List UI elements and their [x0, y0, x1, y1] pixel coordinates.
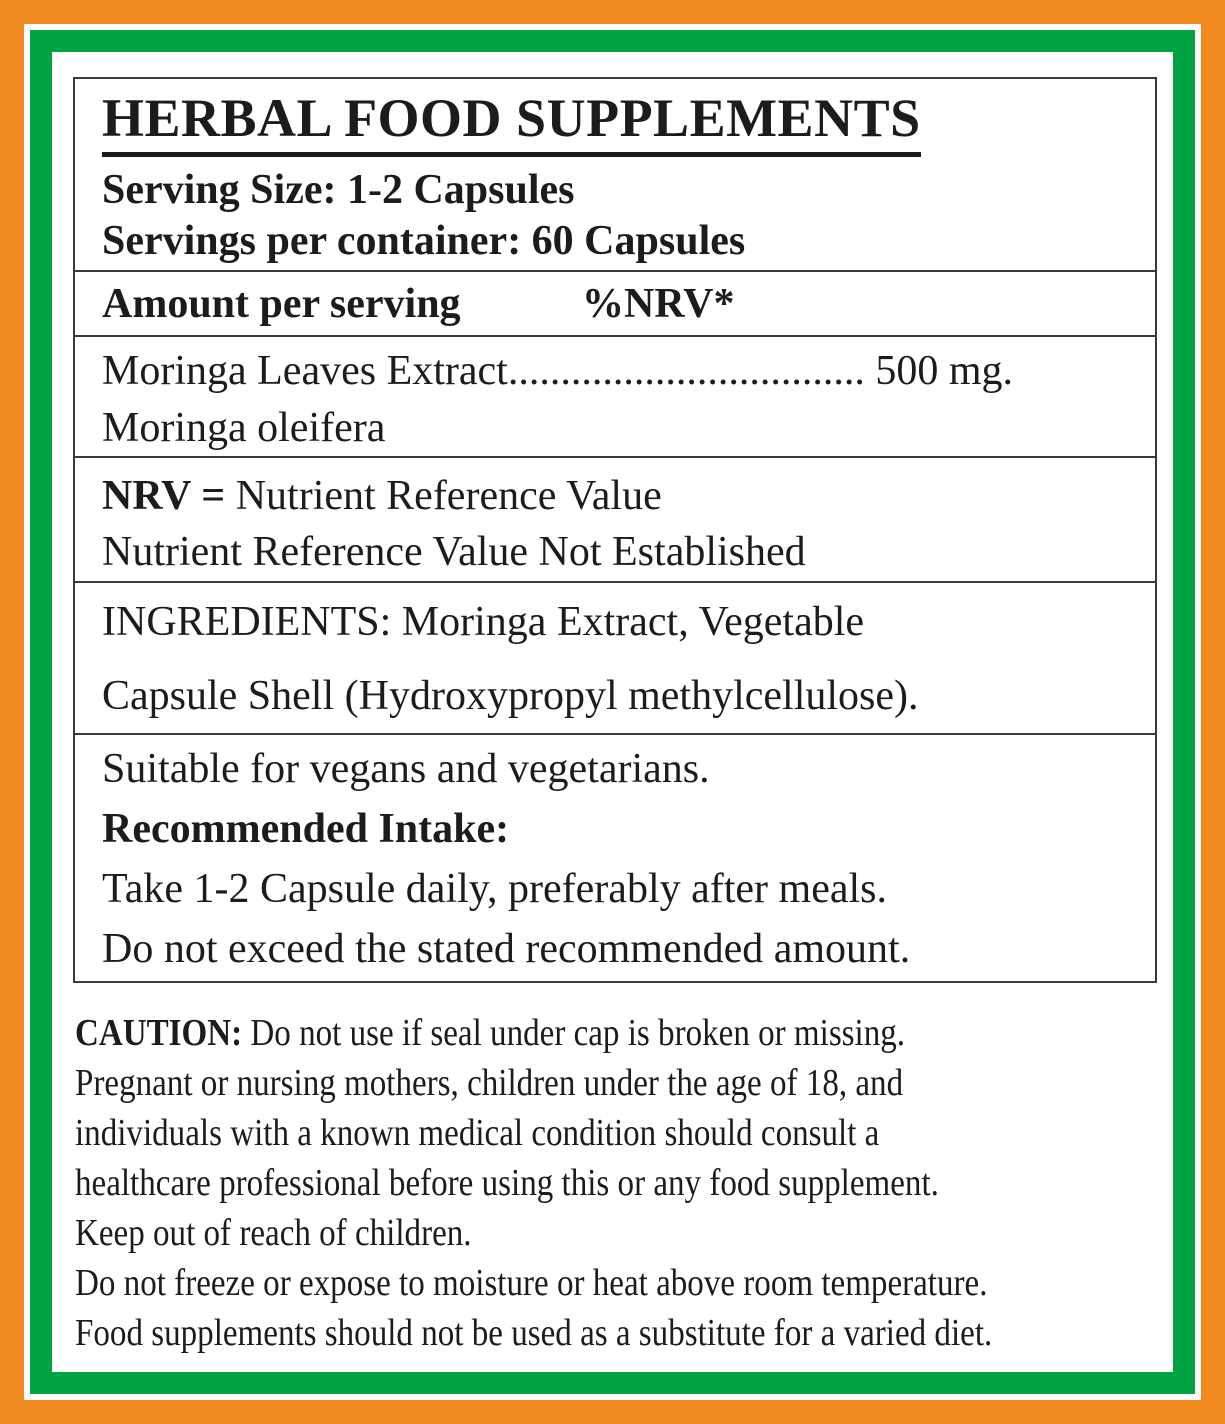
label-background: [52, 52, 1173, 1372]
header-section: [75, 79, 1155, 272]
amount-header-row: [75, 272, 1155, 337]
nrv-not-established-line: Nutrient Reference Value Not Established: [102, 529, 806, 575]
ingredients-section: [75, 583, 1155, 735]
caution-line: healthcare professional before using this or any food supplement.: [75, 1162, 939, 1204]
amount-per-serving-label: Amount per serving: [102, 280, 461, 327]
dot-leader: ..................................: [507, 348, 865, 394]
nrv-section: [75, 458, 1155, 583]
intake-line-2: Do not exceed the stated recommended amount.: [102, 926, 911, 972]
ingredients-line-2: Capsule Shell (Hydroxypropyl methylcellulose).: [102, 673, 919, 719]
caution-line: Keep out of reach of children.: [75, 1212, 472, 1254]
serving-size-line: Serving Size: 1-2 Capsules: [102, 167, 575, 214]
caution-line: Food supplements should not be used as a substitute for a varied diet.: [75, 1312, 993, 1354]
caution-block: [75, 1008, 1159, 1358]
white-gap-border: [24, 24, 1201, 1400]
green-border: [30, 30, 1195, 1394]
caution-line: CAUTION: Do not use if seal under cap is broken or missing.: [75, 1012, 906, 1054]
nrv-definition-line: NRV = Nutrient Reference Value: [102, 473, 662, 519]
ingredient-name-line: Moringa Leaves Extract.................................. 500 mg.: [102, 348, 1014, 394]
intake-line-1: Take 1-2 Capsule daily, preferably after meals.: [102, 866, 887, 912]
ingredient-amount-section: [75, 337, 1155, 458]
ingredient-amount: 500 mg.: [864, 348, 1014, 394]
vegan-note-line: Suitable for vegans and vegetarians.: [102, 746, 710, 792]
caution-label: CAUTION:: [75, 1012, 243, 1054]
caution-line: Do not freeze or expose to moisture or heat above room temperature.: [75, 1262, 988, 1304]
nrv-column-label: %NRV*: [582, 280, 735, 327]
intake-section: [75, 735, 1155, 981]
ingredient-botanical-line: Moringa oleifera: [102, 405, 386, 451]
servings-per-container-line: Servings per container: 60 Capsules: [102, 218, 746, 265]
ingredients-line-1: INGREDIENTS: Moringa Extract, Vegetable: [102, 599, 865, 645]
label-title: HERBAL FOOD SUPPLEMENTS: [102, 89, 921, 157]
supplement-facts-panel: [73, 77, 1157, 983]
caution-line: Pregnant or nursing mothers, children under the age of 18, and: [75, 1062, 904, 1104]
recommended-intake-heading: Recommended Intake:: [102, 806, 510, 852]
caution-line: individuals with a known medical condition should consult a: [75, 1112, 880, 1154]
